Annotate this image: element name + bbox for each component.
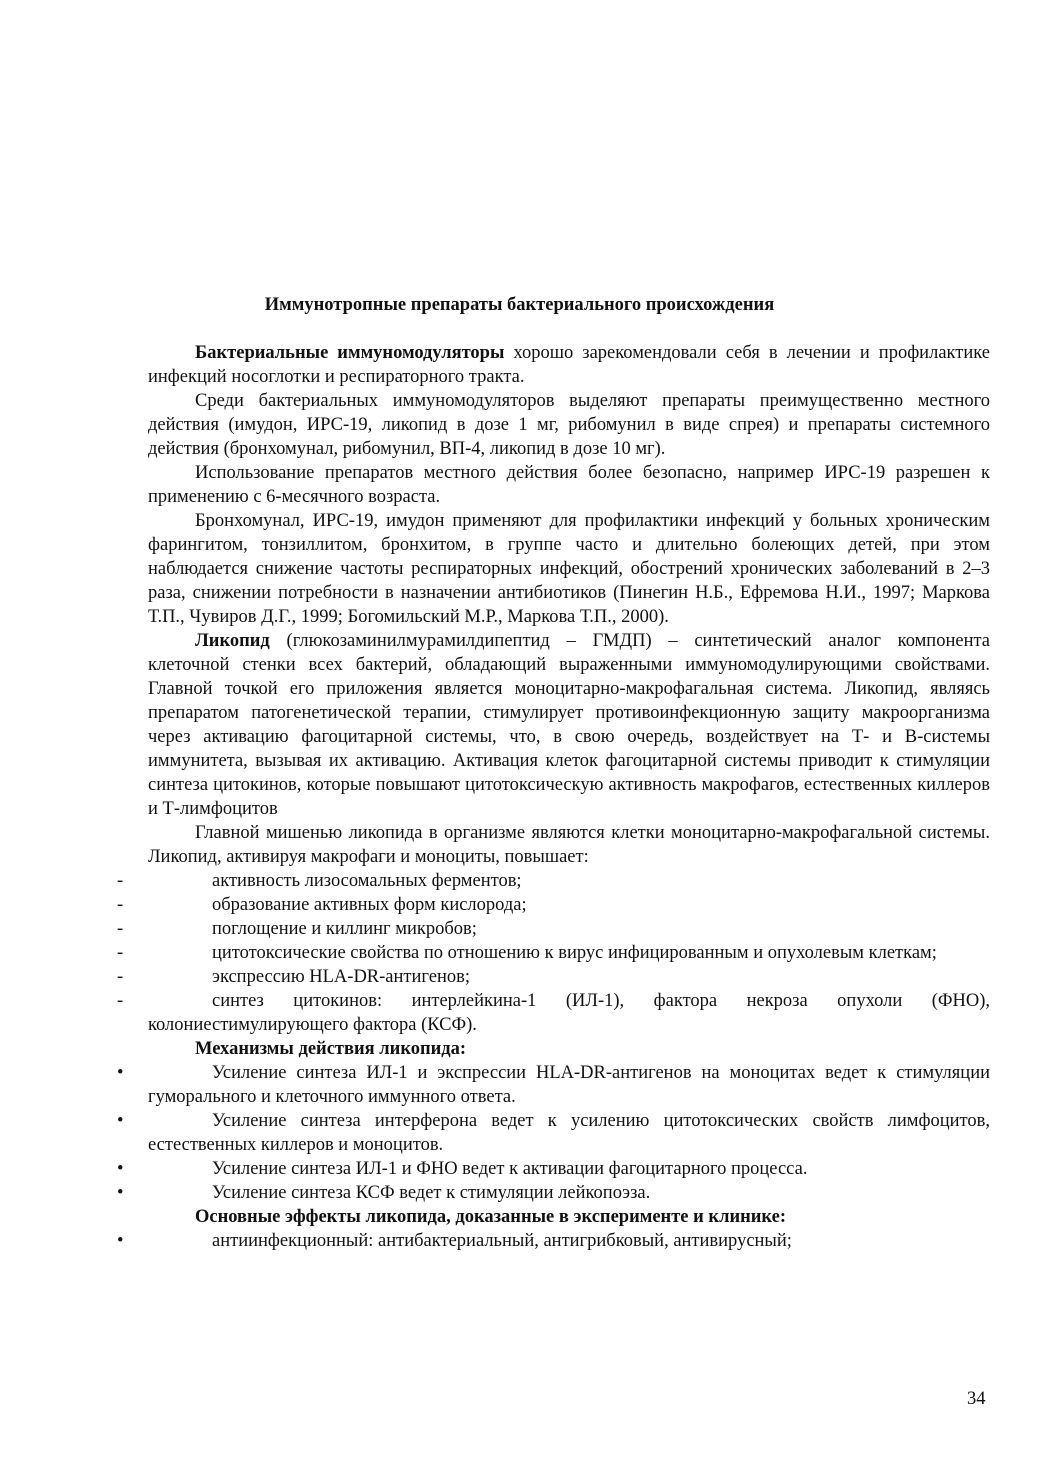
paragraph-text: (глюкозаминилмурамилдипептид – ГМДП) – синтетический аналог компонента клеточной стенки всех бактерий, обладающий выраженными иммуномодулирующими свойствами. Главной точкой его приложения является моноцитарно-макрофагальная система. Ликопид, являясь препаратом патогенетической терапии, стимулирует противоинфекционную защиту макроорганизма через активацию фагоцитарной системы, что, в свою очередь, воздействует на Т- и В-системы иммунитета, вызывая их активацию. Активация клеток фагоцитарной системы приводит к стимуляции синтеза цитокинов, которые повышают цитотоксическую активность макрофагов, естественных киллеров и Т-лимфоцитов xyxy=(148,631,990,819)
page-number: 34 xyxy=(967,1389,986,1409)
list-item xyxy=(117,965,990,989)
list-item-text: Усиление синтеза ИЛ-1 и ФНО ведет к активации фагоцитарного процесса. xyxy=(212,1159,808,1179)
list-item-text: активность лизосомальных ферментов; xyxy=(212,871,522,891)
list-item xyxy=(117,1157,990,1181)
list-item-text: Усиление синтеза КСФ ведет к стимуляции лейкопоэза. xyxy=(212,1183,651,1203)
bullet-marker: • xyxy=(117,1159,124,1179)
list-item xyxy=(117,893,990,917)
list-item-text: Усиление синтеза ИЛ-1 и экспрессии HLA-DR-антигенов на моноцитах ведет к стимуляции гуморального и клеточного иммунного ответа. xyxy=(148,1063,990,1107)
paragraph-likopid xyxy=(148,629,990,821)
list-item-text: синтез цитокинов: интерлейкина-1 (ИЛ-1), фактора некроза опухоли (ФНО), колониестимулирующего фактора (КСФ). xyxy=(148,991,990,1035)
dash-marker: - xyxy=(117,919,124,939)
bold-term: Бактериальные иммуномодуляторы xyxy=(195,343,505,363)
list-item xyxy=(117,1181,990,1205)
section-heading-mechanisms: Механизмы действия ликопида: xyxy=(195,1039,467,1059)
bullet-marker: • xyxy=(117,1183,124,1203)
bullet-list-mechanisms xyxy=(117,1061,990,1205)
dash-marker: - xyxy=(117,991,124,1011)
section-heading-effects: Основные эффекты ликопида, доказанные в эксперименте и клинике: xyxy=(195,1207,786,1227)
list-item-text: Усиление синтеза интерферона ведет к усилению цитотоксических свойств лимфоцитов, естественных киллеров и моноцитов. xyxy=(148,1111,990,1155)
paragraph-likopid-target: Главной мишенью ликопида в организме являются клетки моноцитарно-макрофагальной системы. Ликопид, активируя макрофаги и моноциты, повышает: xyxy=(148,823,990,867)
paragraph-bacterial-immunomodulators xyxy=(148,341,990,389)
list-item xyxy=(117,1229,990,1253)
bullet-marker: • xyxy=(117,1111,124,1131)
bullet-list-effects xyxy=(117,1229,990,1253)
list-item xyxy=(117,917,990,941)
list-item-text: образование активных форм кислорода; xyxy=(212,895,527,915)
list-item xyxy=(117,1109,990,1157)
list-item-text: цитотоксические свойства по отношению к вирус инфицированным и опухолевым клеткам; xyxy=(212,943,937,963)
bullet-marker: • xyxy=(117,1231,124,1251)
list-item xyxy=(117,1061,990,1109)
list-item xyxy=(117,869,990,893)
list-item xyxy=(117,941,990,965)
dash-list xyxy=(117,869,990,1037)
list-item-text: антиинфекционный: антибактериальный, антигрибковый, антивирусный; xyxy=(212,1231,792,1251)
document-body xyxy=(117,341,990,1253)
paragraph-local-systemic: Среди бактериальных иммуномодуляторов выделяют препараты преимущественно местного действия (имудон, ИРС-19, ликопид в дозе 1 мг, рибомунил в виде спрея) и препараты системного действия (бронхомунал, рибомунил, ВП-4, ликопид в дозе 10 мг). xyxy=(148,391,990,459)
paragraph-bronchomunal: Бронхомунал, ИРС-19, имудон применяют для профилактики инфекций у больных хроническим фарингитом, тонзиллитом, бронхитом, в группе часто и длительно болеющих детей, при этом наблюдается снижение частоты респираторных инфекций, обострений хронических заболеваний в 2–3 раза, снижении потребности в назначении антибиотиков (Пинегин Н.Б., Ефремова Н.И., 1997; Маркова Т.П., Чувиров Д.Г., 1999; Богомильский М.Р., Маркова Т.П., 2000). xyxy=(148,511,990,627)
dash-marker: - xyxy=(117,895,124,915)
page-title: Иммунотропные препараты бактериального происхождения xyxy=(264,295,775,315)
bold-term: Ликопид xyxy=(195,631,270,651)
list-item xyxy=(117,989,990,1037)
paragraph-local-safety: Использование препаратов местного действия более безопасно, например ИРС-19 разрешен к применению с 6-месячного возраста. xyxy=(148,463,990,507)
list-item-text: поглощение и киллинг микробов; xyxy=(212,919,477,939)
bullet-marker: • xyxy=(117,1063,124,1083)
paragraph-text: хорошо зарекомендовали себя в лечении и профилактике инфекций носоглотки и респираторного тракта. xyxy=(148,343,990,387)
dash-marker: - xyxy=(117,967,124,987)
list-item-text: экспрессию HLA-DR-антигенов; xyxy=(212,967,470,987)
dash-marker: - xyxy=(117,943,124,963)
dash-marker: - xyxy=(117,871,124,891)
